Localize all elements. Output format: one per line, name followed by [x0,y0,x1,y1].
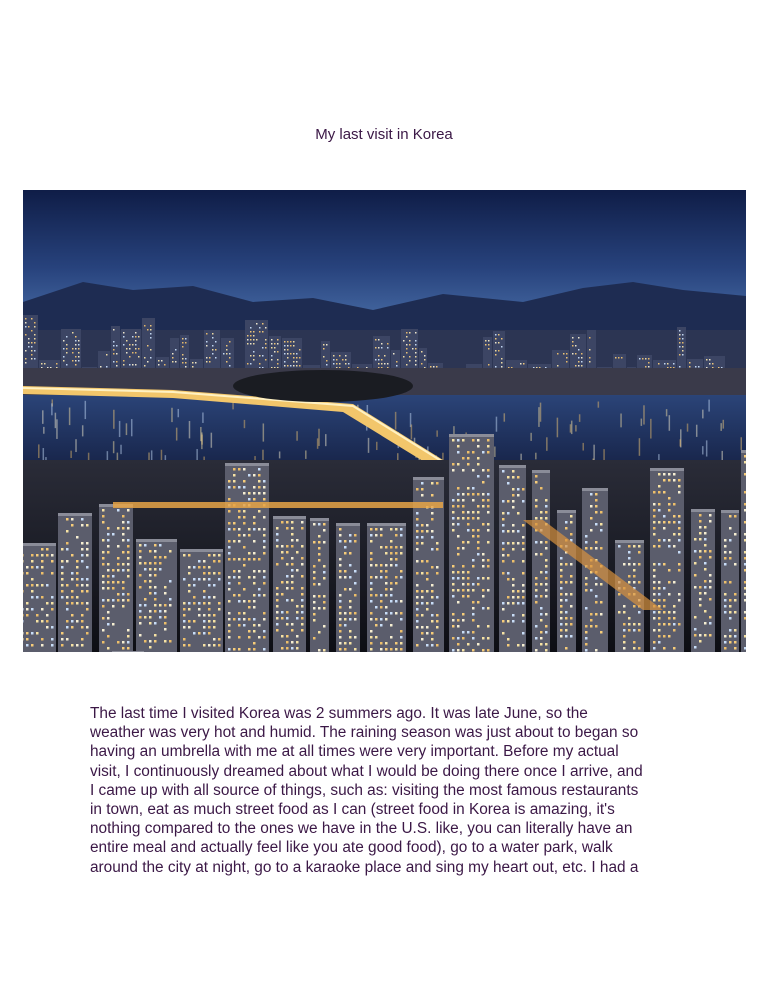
page-title: My last visit in Korea [315,126,453,143]
paragraph-line: visit, I continuously dreamed about what I would be doing there once I arrive, and [90,762,643,780]
city-skyline-night-photo [23,190,746,652]
paragraph-line: nothing compared to the ones we have in the U.S. like, you can literally have an [90,820,633,838]
paragraph-line: entire meal and actually feel like you ate good food), go to a water park, walk [90,839,613,857]
paragraph-line: The last time I visited Korea was 2 summers ago. It was late June, so the [90,705,588,722]
paragraph-line: around the city at night, go to a karaoke place and sing my heart out, etc. I had a [90,858,639,876]
paragraph-line: in town, eat as much street food as I can (street food in Korea is amazing, it's [90,801,615,819]
paragraph-line: I came up with all source of things, such as: visiting the most famous restaurants [90,781,639,799]
paragraph-line: having an umbrella with me at all times were very important. Before my actual [90,743,619,761]
body-paragraph [90,704,690,877]
paragraph-line: weather was very hot and humid. The raining season was just about to began so [90,724,639,742]
